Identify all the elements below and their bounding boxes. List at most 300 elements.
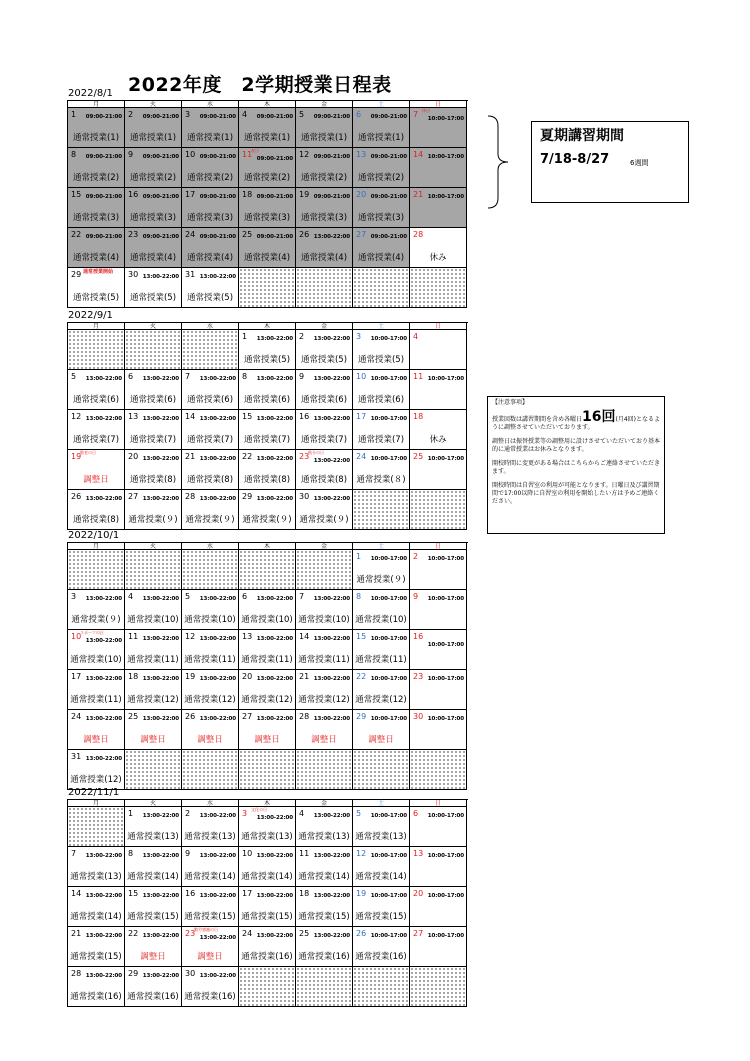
open-hours: 13:00-22:00 bbox=[199, 274, 236, 280]
class-label: 通常授業(5) bbox=[300, 355, 348, 365]
open-hours: 13:00-22:00 bbox=[313, 716, 350, 722]
open-hours: 13:00-22:00 bbox=[199, 636, 236, 642]
day-cell bbox=[68, 268, 125, 308]
day-cell bbox=[353, 330, 410, 370]
class-label: 通常授業(14) bbox=[241, 872, 293, 882]
day-cell bbox=[68, 927, 125, 967]
day-number: 9 bbox=[299, 372, 305, 381]
day-cell bbox=[239, 670, 296, 710]
day-cell bbox=[296, 807, 353, 847]
open-hours: 13:00-22:00 bbox=[256, 676, 293, 682]
week-row bbox=[68, 148, 468, 188]
day-cell bbox=[239, 927, 296, 967]
day-number: 29 bbox=[242, 492, 253, 501]
day-cell bbox=[239, 710, 296, 750]
week-row bbox=[68, 750, 468, 790]
day-number: 18 bbox=[128, 672, 139, 681]
day-cell bbox=[353, 228, 410, 268]
week-row bbox=[68, 330, 468, 370]
holiday-note: 敬老の日 bbox=[80, 450, 96, 455]
class-label: 通常授業(15) bbox=[298, 912, 350, 922]
day-cell bbox=[182, 887, 239, 927]
class-label: 通常授業(4) bbox=[300, 253, 348, 263]
class-label: 通常授業(2) bbox=[129, 173, 177, 183]
class-label: 通常授業(7) bbox=[186, 435, 234, 445]
open-hours: 09:00-21:00 bbox=[85, 154, 122, 160]
weekday-cell: 日 bbox=[410, 323, 467, 330]
day-cell bbox=[182, 148, 239, 188]
day-cell bbox=[182, 630, 239, 670]
class-label: 通常授業(12) bbox=[70, 775, 122, 785]
day-cell bbox=[182, 410, 239, 450]
day-number: 20 bbox=[128, 452, 139, 461]
day-cell bbox=[125, 927, 182, 967]
day-cell bbox=[125, 887, 182, 927]
class-label: 通常授業(6) bbox=[357, 395, 405, 405]
empty-day-cell bbox=[182, 550, 239, 590]
day-cell bbox=[125, 370, 182, 410]
day-cell bbox=[68, 228, 125, 268]
open-hours: 13:00-22:00 bbox=[142, 893, 179, 899]
day-cell bbox=[68, 670, 125, 710]
open-hours: 09:00-21:00 bbox=[370, 154, 407, 160]
weekday-cell: 月 bbox=[68, 800, 125, 807]
day-number: 11 bbox=[299, 849, 310, 858]
empty-day-cell bbox=[353, 750, 410, 790]
class-label: 通常授業(4) bbox=[129, 253, 177, 263]
day-cell bbox=[410, 188, 467, 228]
empty-day-cell bbox=[239, 268, 296, 308]
month-label: 2022/8/1 bbox=[68, 88, 113, 99]
day-number: 17 bbox=[185, 190, 196, 199]
day-cell bbox=[296, 670, 353, 710]
day-cell bbox=[125, 630, 182, 670]
week-row bbox=[68, 710, 468, 750]
class-label: 通常授業(11) bbox=[298, 655, 350, 665]
week-row bbox=[68, 188, 468, 228]
day-cell bbox=[125, 148, 182, 188]
class-label: 通常授業(13) bbox=[355, 832, 407, 842]
open-hours: 09:00-21:00 bbox=[142, 194, 179, 200]
day-number: 14 bbox=[413, 150, 424, 159]
empty-day-cell bbox=[239, 550, 296, 590]
day-cell bbox=[182, 450, 239, 490]
day-cell bbox=[182, 927, 239, 967]
class-label: 通常授業(11) bbox=[184, 655, 236, 665]
class-label: 通常授業(13) bbox=[127, 832, 179, 842]
weekday-cell: 日 bbox=[410, 543, 467, 550]
class-label: 通常授業(5) bbox=[186, 293, 234, 303]
week-row bbox=[68, 927, 468, 967]
day-cell bbox=[125, 590, 182, 630]
day-cell bbox=[410, 807, 467, 847]
weekday-cell: 金 bbox=[296, 323, 353, 330]
day-cell bbox=[239, 847, 296, 887]
day-number: 13 bbox=[242, 632, 253, 641]
day-number: 2 bbox=[299, 332, 305, 341]
day-number: 27 bbox=[242, 712, 253, 721]
class-label: 通常授業(8) bbox=[243, 475, 291, 485]
class-label: 通常授業(8) bbox=[300, 475, 348, 485]
day-cell bbox=[410, 590, 467, 630]
empty-day-cell bbox=[239, 967, 296, 1007]
day-number: 3 bbox=[356, 332, 362, 341]
class-label: 通常授業(15) bbox=[70, 952, 122, 962]
day-number: 10 bbox=[242, 849, 253, 858]
open-hours: 09:00-21:00 bbox=[313, 114, 350, 120]
class-label: 通常授業(８) bbox=[356, 475, 406, 485]
class-label: 通常授業(16) bbox=[298, 952, 350, 962]
open-hours: 13:00-22:00 bbox=[142, 416, 179, 422]
day-number: 25 bbox=[242, 230, 253, 239]
day-number: 11 bbox=[128, 632, 139, 641]
day-cell bbox=[410, 370, 467, 410]
day-number: 5 bbox=[299, 110, 305, 119]
open-hours: 13:00-22:00 bbox=[142, 596, 179, 602]
weekday-cell: 火 bbox=[125, 543, 182, 550]
class-label: 通常授業(10) bbox=[127, 615, 179, 625]
day-number: 17 bbox=[71, 672, 82, 681]
open-hours: 09:00-21:00 bbox=[199, 154, 236, 160]
class-label: 通常授業(7) bbox=[357, 435, 405, 445]
open-hours: 13:00-22:00 bbox=[142, 813, 179, 819]
day-number: 13 bbox=[128, 412, 139, 421]
day-number: 18 bbox=[299, 889, 310, 898]
class-label: 通常授業(15) bbox=[184, 912, 236, 922]
day-cell bbox=[239, 188, 296, 228]
open-hours: 09:00-21:00 bbox=[85, 114, 122, 120]
day-number: 29 bbox=[128, 969, 139, 978]
day-cell bbox=[410, 847, 467, 887]
open-hours: 10:00-17:00 bbox=[427, 676, 464, 682]
day-number: 4 bbox=[242, 110, 248, 119]
open-hours: 10:00-17:00 bbox=[370, 716, 407, 722]
weekday-cell: 日 bbox=[410, 101, 467, 108]
open-hours: 13:00-22:00 bbox=[313, 813, 350, 819]
class-label: 通常授業(14) bbox=[127, 872, 179, 882]
class-label: 通常授業(5) bbox=[357, 355, 405, 365]
open-hours: 13:00-22:00 bbox=[199, 496, 236, 502]
day-number: 28 bbox=[299, 712, 310, 721]
weekday-cell: 日 bbox=[410, 800, 467, 807]
day-number: 11 bbox=[413, 372, 424, 381]
day-number: 8 bbox=[71, 150, 77, 159]
weekday-header bbox=[68, 323, 468, 330]
day-cell bbox=[239, 887, 296, 927]
open-hours: 13:00-22:00 bbox=[256, 815, 293, 821]
day-number: 19 bbox=[356, 889, 367, 898]
day-cell bbox=[239, 108, 296, 148]
class-label: 通常授業(3) bbox=[186, 213, 234, 223]
empty-day-cell bbox=[239, 750, 296, 790]
month-label: 2022/11/1 bbox=[68, 787, 120, 798]
day-cell bbox=[68, 490, 125, 530]
day-cell bbox=[353, 590, 410, 630]
day-number: 23 bbox=[185, 929, 196, 938]
empty-day-cell bbox=[182, 330, 239, 370]
weekday-cell: 金 bbox=[296, 101, 353, 108]
open-hours: 13:00-22:00 bbox=[142, 274, 179, 280]
week-row bbox=[68, 590, 468, 630]
open-hours: 13:00-22:00 bbox=[142, 676, 179, 682]
open-hours: 13:00-22:00 bbox=[85, 756, 122, 762]
day-number: 18 bbox=[413, 412, 424, 421]
open-hours: 10:00-17:00 bbox=[370, 556, 407, 562]
adjustment-day-label: 調整日 bbox=[197, 735, 223, 745]
weekday-cell: 木 bbox=[239, 101, 296, 108]
open-hours: 13:00-22:00 bbox=[256, 376, 293, 382]
weekday-cell: 土 bbox=[353, 323, 410, 330]
day-cell bbox=[296, 188, 353, 228]
notes-paragraph-3: 開校時間に変更がある場合はこちらからご連絡させていただきます。 bbox=[492, 460, 661, 475]
open-hours: 13:00-22:00 bbox=[313, 596, 350, 602]
class-label: 通常授業(12) bbox=[127, 695, 179, 705]
holiday-note: 文化の日 bbox=[251, 807, 267, 812]
day-cell bbox=[410, 630, 467, 670]
day-number: 2 bbox=[185, 809, 191, 818]
day-number: 12 bbox=[71, 412, 82, 421]
open-hours: 13:00-22:00 bbox=[256, 456, 293, 462]
open-hours: 13:00-22:00 bbox=[199, 973, 236, 979]
day-cell bbox=[239, 590, 296, 630]
open-hours: 10:00-17:00 bbox=[370, 636, 407, 642]
class-label: 休み bbox=[429, 253, 447, 263]
open-hours: 13:00-22:00 bbox=[313, 893, 350, 899]
day-number: 22 bbox=[128, 929, 139, 938]
class-label: 通常授業(10) bbox=[355, 615, 407, 625]
day-cell bbox=[68, 410, 125, 450]
empty-day-cell bbox=[125, 330, 182, 370]
class-label: 通常授業(10) bbox=[70, 655, 122, 665]
day-number: 20 bbox=[356, 190, 367, 199]
empty-day-cell bbox=[353, 490, 410, 530]
class-label: 通常授業(10) bbox=[184, 615, 236, 625]
day-number: 26 bbox=[71, 492, 82, 501]
class-label: 通常授業(3) bbox=[357, 213, 405, 223]
day-cell bbox=[296, 927, 353, 967]
class-label: 通常授業(13) bbox=[241, 832, 293, 842]
day-cell bbox=[353, 450, 410, 490]
class-label: 通常授業(14) bbox=[298, 872, 350, 882]
class-label: 通常授業(15) bbox=[127, 912, 179, 922]
weekday-cell: 土 bbox=[353, 543, 410, 550]
day-cell bbox=[125, 450, 182, 490]
open-hours: 13:00-22:00 bbox=[313, 636, 350, 642]
bracket-shape bbox=[486, 114, 516, 210]
day-number: 7 bbox=[71, 849, 77, 858]
open-hours: 10:00-17:00 bbox=[427, 596, 464, 602]
class-label: 通常授業(2) bbox=[243, 173, 291, 183]
open-hours: 13:00-22:00 bbox=[313, 676, 350, 682]
day-cell bbox=[68, 590, 125, 630]
adjustment-day-label: 調整日 bbox=[254, 735, 280, 745]
day-cell bbox=[182, 710, 239, 750]
day-cell bbox=[353, 108, 410, 148]
day-cell bbox=[239, 490, 296, 530]
open-hours: 13:00-22:00 bbox=[142, 933, 179, 939]
day-number: 20 bbox=[242, 672, 253, 681]
day-number: 29 bbox=[356, 712, 367, 721]
open-hours: 13:00-22:00 bbox=[85, 716, 122, 722]
day-number: 3 bbox=[185, 110, 191, 119]
day-number: 19 bbox=[299, 190, 310, 199]
day-number: 23 bbox=[128, 230, 139, 239]
class-label: 通常授業(16) bbox=[70, 992, 122, 1002]
day-cell bbox=[410, 228, 467, 268]
day-number: 16 bbox=[413, 632, 424, 641]
day-number: 12 bbox=[356, 849, 367, 858]
weekday-cell: 水 bbox=[182, 543, 239, 550]
empty-day-cell bbox=[353, 967, 410, 1007]
open-hours: 09:00-21:00 bbox=[199, 114, 236, 120]
open-hours: 10:00-17:00 bbox=[427, 853, 464, 859]
open-hours: 13:00-22:00 bbox=[199, 716, 236, 722]
day-number: 28 bbox=[71, 969, 82, 978]
open-hours: 09:00-21:00 bbox=[142, 234, 179, 240]
class-label: 通常授業(11) bbox=[70, 695, 122, 705]
week-row bbox=[68, 807, 468, 847]
day-cell bbox=[353, 670, 410, 710]
day-number: 31 bbox=[185, 270, 196, 279]
class-label: 通常授業(11) bbox=[241, 655, 293, 665]
page-title: 2022年度 2学期授業日程表 bbox=[128, 74, 392, 96]
day-cell bbox=[125, 847, 182, 887]
day-cell bbox=[296, 108, 353, 148]
day-number: 26 bbox=[185, 712, 196, 721]
holiday-note: 休日 bbox=[422, 108, 430, 113]
weekday-cell: 月 bbox=[68, 543, 125, 550]
empty-day-cell bbox=[410, 268, 467, 308]
open-hours: 13:00-22:00 bbox=[199, 893, 236, 899]
day-number: 27 bbox=[356, 230, 367, 239]
class-label: 通常授業(3) bbox=[72, 213, 120, 223]
day-number: 27 bbox=[413, 929, 424, 938]
day-number: 28 bbox=[413, 230, 424, 239]
day-number: 13 bbox=[356, 150, 367, 159]
open-hours: 13:00-22:00 bbox=[199, 416, 236, 422]
day-number: 24 bbox=[356, 452, 367, 461]
class-label: 通常授業(15) bbox=[241, 912, 293, 922]
adjustment-day-label: 調整日 bbox=[83, 735, 109, 745]
open-hours: 13:00-22:00 bbox=[85, 416, 122, 422]
day-cell bbox=[296, 228, 353, 268]
month-calendar bbox=[67, 100, 468, 308]
open-hours: 10:00-17:00 bbox=[370, 813, 407, 819]
weekday-cell: 火 bbox=[125, 800, 182, 807]
open-hours: 13:00-22:00 bbox=[256, 933, 293, 939]
weekday-cell: 木 bbox=[239, 800, 296, 807]
open-hours: 09:00-21:00 bbox=[313, 194, 350, 200]
day-cell bbox=[353, 188, 410, 228]
class-label: 通常授業(4) bbox=[186, 253, 234, 263]
class-label: 通常授業(９) bbox=[185, 515, 235, 525]
day-number: 1 bbox=[128, 809, 134, 818]
class-label: 通常授業(1) bbox=[129, 133, 177, 143]
day-cell bbox=[353, 807, 410, 847]
day-cell bbox=[410, 148, 467, 188]
class-label: 通常授業(5) bbox=[243, 355, 291, 365]
day-cell bbox=[68, 370, 125, 410]
open-hours: 13:00-22:00 bbox=[85, 676, 122, 682]
notes-paragraph-4: 開校時間は自習室の利用が可能となります。日曜日及び講習期間で17:00以降に自習室の利用を開始したい方は予めご連絡ください。 bbox=[492, 482, 660, 505]
day-cell bbox=[182, 108, 239, 148]
day-number: 20 bbox=[413, 889, 424, 898]
open-hours: 13:00-22:00 bbox=[313, 376, 350, 382]
day-number: 15 bbox=[242, 412, 253, 421]
class-label: 通常授業(1) bbox=[186, 133, 234, 143]
day-number: 10 bbox=[71, 632, 82, 641]
open-hours: 13:00-22:00 bbox=[256, 853, 293, 859]
day-cell bbox=[239, 330, 296, 370]
holiday-note: 秋分の日 bbox=[308, 450, 324, 455]
open-hours: 10:00-17:00 bbox=[427, 116, 464, 122]
day-cell bbox=[353, 927, 410, 967]
day-cell bbox=[68, 750, 125, 790]
empty-day-cell bbox=[410, 967, 467, 1007]
open-hours: 09:00-21:00 bbox=[256, 114, 293, 120]
day-cell bbox=[68, 710, 125, 750]
class-label: 通常授業(16) bbox=[184, 992, 236, 1002]
open-hours: 09:00-21:00 bbox=[256, 234, 293, 240]
day-number: 9 bbox=[128, 150, 134, 159]
empty-day-cell bbox=[68, 330, 125, 370]
day-cell bbox=[182, 188, 239, 228]
empty-day-cell bbox=[68, 807, 125, 847]
day-number: 21 bbox=[71, 929, 82, 938]
day-number: 14 bbox=[185, 412, 196, 421]
day-number: 28 bbox=[185, 492, 196, 501]
open-hours: 13:00-22:00 bbox=[199, 813, 236, 819]
class-label: 通常授業(11) bbox=[355, 655, 407, 665]
month-label: 2022/9/1 bbox=[68, 310, 113, 321]
day-number: 24 bbox=[185, 230, 196, 239]
day-cell bbox=[353, 887, 410, 927]
day-cell bbox=[410, 410, 467, 450]
start-note: 通常授業開始 bbox=[83, 269, 114, 275]
day-cell bbox=[296, 410, 353, 450]
class-label: 休み bbox=[429, 435, 447, 445]
weekday-cell: 金 bbox=[296, 800, 353, 807]
day-cell bbox=[182, 807, 239, 847]
day-number: 23 bbox=[413, 672, 424, 681]
notes-p1-a: 授業回数は講習期間を含め各曜日 bbox=[492, 416, 583, 423]
day-cell bbox=[125, 228, 182, 268]
open-hours: 13:00-22:00 bbox=[313, 458, 350, 464]
class-label: 通常授業(6) bbox=[72, 395, 120, 405]
open-hours: 13:00-22:00 bbox=[85, 596, 122, 602]
open-hours: 10:00-17:00 bbox=[370, 933, 407, 939]
class-label: 通常授業(8) bbox=[129, 475, 177, 485]
open-hours: 13:00-22:00 bbox=[199, 456, 236, 462]
day-cell bbox=[182, 268, 239, 308]
day-number: 5 bbox=[356, 809, 362, 818]
day-number: 8 bbox=[242, 372, 248, 381]
notes-paragraph-2: 調整日は振替授業等の調整用に設けさせていただいており基本的に通常授業はお休みとなります。 bbox=[492, 438, 661, 453]
weekday-cell: 木 bbox=[239, 323, 296, 330]
class-label: 通常授業(９) bbox=[242, 515, 292, 525]
day-number: 22 bbox=[356, 672, 367, 681]
day-number: 23 bbox=[299, 452, 310, 461]
empty-day-cell bbox=[410, 750, 467, 790]
day-cell bbox=[296, 490, 353, 530]
class-label: 通常授業(13) bbox=[298, 832, 350, 842]
day-number: 7 bbox=[299, 592, 305, 601]
day-cell bbox=[410, 927, 467, 967]
day-cell bbox=[125, 188, 182, 228]
day-number: 10 bbox=[185, 150, 196, 159]
class-label: 通常授業(8) bbox=[72, 515, 120, 525]
day-cell bbox=[353, 550, 410, 590]
